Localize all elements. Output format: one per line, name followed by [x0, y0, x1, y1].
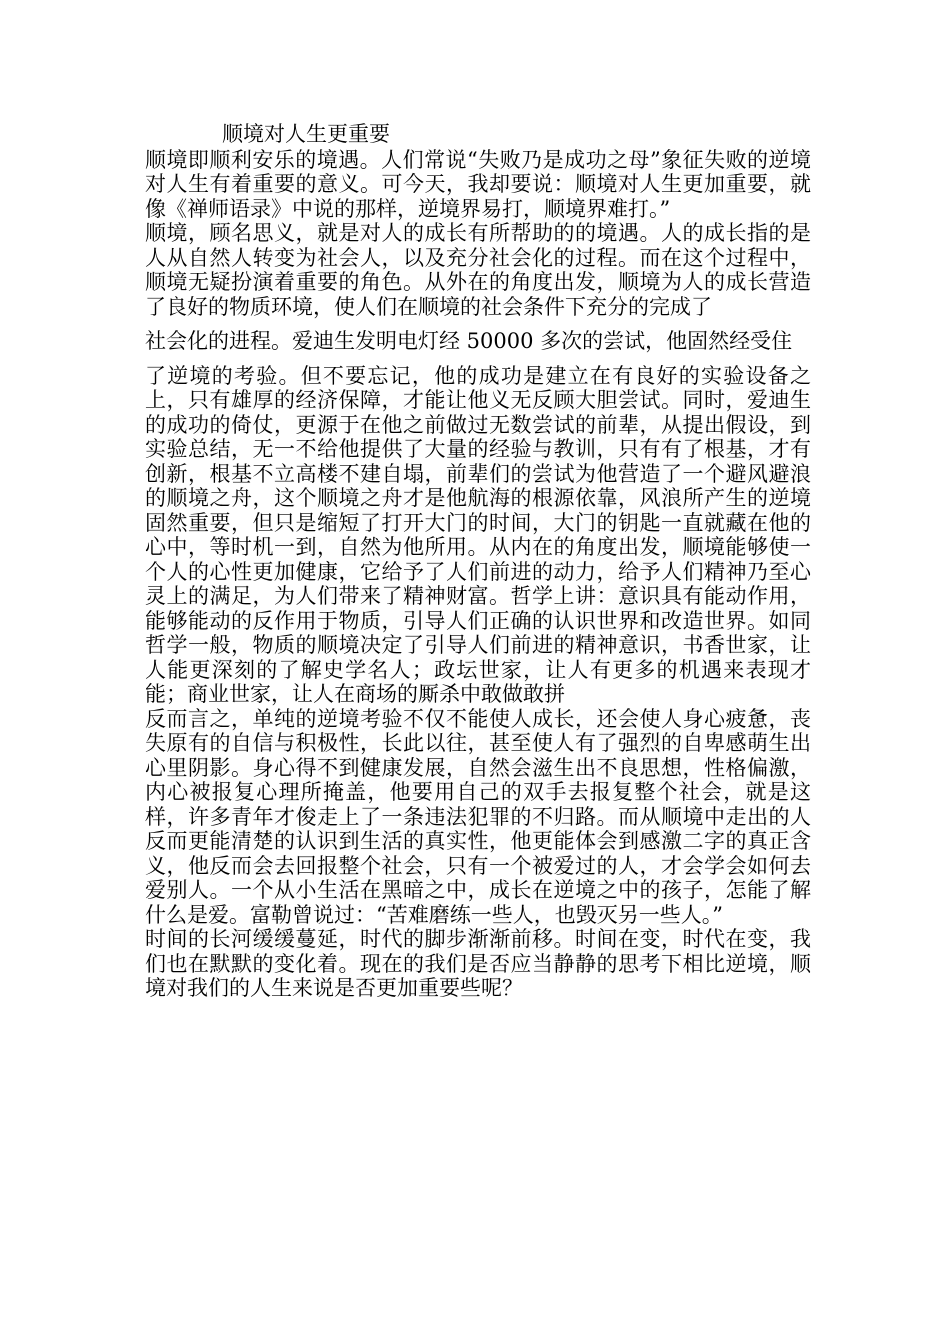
paragraph-intro: 顺境即顺利安乐的境遇。人们常说“失败乃是成功之母”象征失败的逆境对人生有着重要的意义。可今天，我却要说：顺境对人生更加重要，就像《禅师语录》中说的那样，逆境界易打，顺境界难打。” — [145, 147, 811, 221]
paragraph-contrast: 反而言之，单纯的逆境考验不仅不能使人成长，还会使人身心疲惫，丧失原有的自信与积极性，长此以往，甚至使人有了强烈的自卑感萌生出心里阴影。身心得不到健康发展，自然会滋生出不良思想，性格偏激，内心被报复心理所掩盖，他要用自己的双手去报复整个社会，就是这样，许多青年才俊走上了一条违法犯罪的不归路。而从顺境中走出的人反而更能清楚的认识到生活的真实性，他更能体会到感激二字的真正含义，他反而会去回报整个社会，只有一个被爱过的人，才会学会如何去爱别人。一个从小生活在黑暗之中，成长在逆境之中的孩子，怎能了解什么是爱。富勒曾说过：“苦难磨练一些人，也毁灭另一些人。” — [145, 706, 811, 927]
document-body — [145, 122, 811, 1001]
line-gap — [145, 354, 811, 364]
paragraph-edison-continued: 了逆境的考验。但不要忘记，他的成功是建立在有良好的实验设备之上，只有雄厚的经济保障，才能让他义无反顾大胆尝试。同时，爱迪生的成功的倚仗，更源于在他之前做过无数尝试的前辈，从提出假设，到实验总结，无一不给他提供了大量的经验与教训，只有有了根基，才有创新，根基不立高楼不建自塌，前辈们的尝试为他营造了一个避风避浪的顺境之舟，这个顺境之舟才是他航海的根源依靠，风浪所产生的逆境固然重要，但只是缩短了打开大门的时间，大门的钥匙一直就藏在他的心中，等时机一到，自然为他所用。从内在的角度出发，顺境能够使一个人的心性更加健康，它给予了人们前进的动力，给予人们精神乃至心灵上的满足，为人们带来了精神财富。哲学上讲：意识具有能动作用，能够能动的反作用于物质，引导人们正确的认识世界和改造世界。如同哲学一般，物质的顺境决定了引导人们前进的精神意识，书香世家，让人能更深刻的了解史学名人；政坛世家，让人有更多的机遇来表现才能；商业世家，让人在商场的厮杀中敢做敢拼 — [145, 363, 811, 706]
line-gap — [145, 319, 811, 329]
paragraph-conclusion: 时间的长河缓缓蔓延，时代的脚步渐渐前移。时间在变，时代在变，我们也在默默的变化着。现在的我们是否应当静静的思考下相比逆境，顺境对我们的人生来说是否更加重要些呢？ — [145, 927, 811, 1000]
paragraph-definition: 顺境，顾名思义，就是对人的成长有所帮助的的境遇。人的成长指的是人从自然人转变为社会人，以及充分社会化的过程。而在这个过程中，顺境无疑扮演着重要的角色。从外在的角度出发，顺境为人的成长营造了良好的物质环境，使人们在顺境的社会条件下充分的完成了 — [145, 221, 811, 319]
paragraph-edison-line: 社会化的进程。爱迪生发明电灯经 50000 多次的尝试，他固然经受住 — [145, 329, 793, 353]
document-title: 顺境对人生更重要 — [222, 122, 390, 146]
